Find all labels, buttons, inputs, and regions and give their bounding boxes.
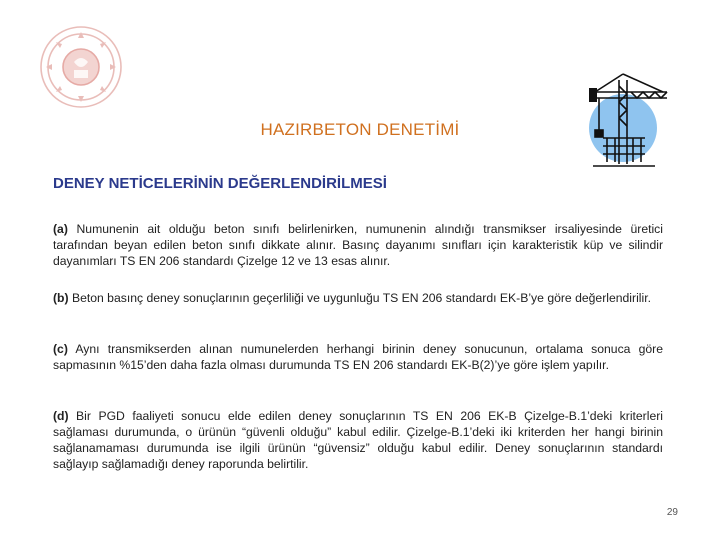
paragraph-text: Bir PGD faaliyeti sonucu elde edilen deney sonuçlarının TS EN 206 EK-B Çizelge-B.1’deki kriterleri sağlaması durumunda, o ürünün “güvenli olduğu” kabul edilir. Çizelge-B.1’deki iki kriterden her hangi birinin sağlanamaması durumunda ise ilgili ürünün “güvensiz” olduğu kabul edilir. Deney sonuçlarının standardı sağlayıp sağlamadığı deney raporunda belirtilir. [53,409,663,471]
paragraph-b [53,290,663,306]
section-heading: DENEY NETİCELERİNİN DEĞERLENDİRİLMESİ [53,175,387,192]
paragraph-d [53,408,663,472]
page-title: HAZIRBETON DENETİMİ [260,120,460,139]
paragraph-text: Aynı transmikserden alınan numunelerden herhangi birinin deney sonucunun, ortalama sonuca göre sapmasının %15’den daha fazla olması durumunda TS EN 206 standardı EK-B(2)’ye göre işlem yapılır. [53,342,663,372]
paragraph-label: (a) [53,222,68,236]
paragraph-text: Beton basınç deney sonuçlarının geçerliliği ve uygunluğu TS EN 206 standardı EK-B’ye göre değerlendirilir. [68,291,651,305]
paragraph-c [53,341,663,373]
paragraph-a [53,221,663,269]
paragraph-text: Numunenin ait olduğu beton sınıfı belirlenirken, numunenin alındığı transmikser irsaliyesinde üretici tarafından beyan edilen beton sınıfı dikkate alınır. Basınç dayanımı sınıfları için karakteristik küp ve silindir dayanımları TS EN 206 standardı Çizelge 12 ve 13 esas alınır. [53,222,663,268]
page-number: 29 [666,507,678,518]
ministry-emblem-icon [36,22,126,112]
paragraph-label: (c) [53,342,68,356]
paragraph-label: (d) [53,409,69,423]
paragraph-label: (b) [53,291,69,305]
